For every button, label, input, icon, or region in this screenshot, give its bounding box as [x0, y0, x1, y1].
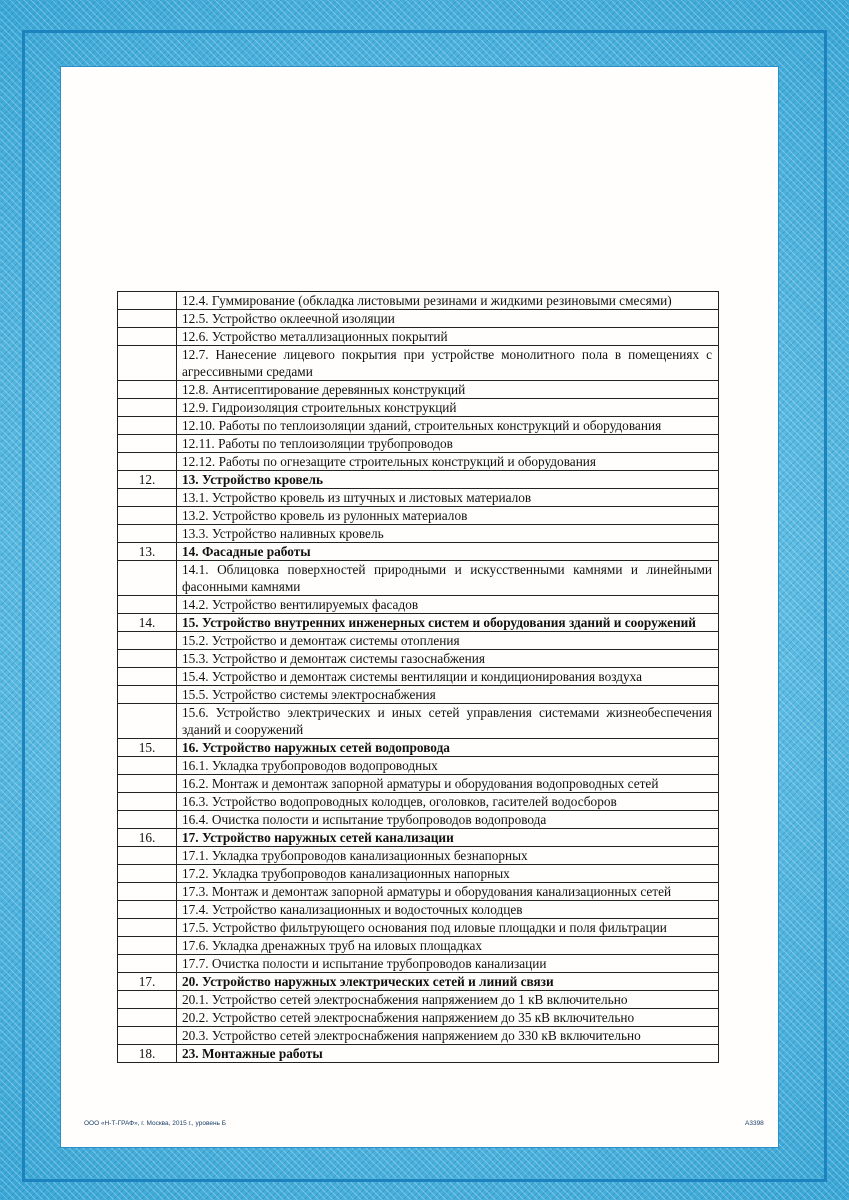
section-header-row — [118, 739, 719, 757]
work-type-cell: 16.1. Укладка трубопроводов водопроводных — [177, 757, 719, 775]
works-list-table — [117, 291, 719, 1063]
row-number-cell — [118, 310, 177, 328]
work-type-cell: 14.1. Облицовка поверхностей природными и искусственными камнями и линейными фасонными камнями — [177, 561, 719, 596]
work-type-cell: 16.4. Очистка полости и испытание трубопроводов водопровода — [177, 811, 719, 829]
work-type-cell: 13.1. Устройство кровель из штучных и листовых материалов — [177, 489, 719, 507]
work-type-cell: 17.1. Укладка трубопроводов канализационных безнапорных — [177, 847, 719, 865]
section-title-cell: 14. Фасадные работы — [177, 543, 719, 561]
row-number-cell — [118, 883, 177, 901]
section-header-row — [118, 471, 719, 489]
table-row — [118, 1009, 719, 1027]
table-row — [118, 668, 719, 686]
table-row — [118, 632, 719, 650]
work-type-cell: 13.2. Устройство кровель из рулонных материалов — [177, 507, 719, 525]
table-row — [118, 955, 719, 973]
table-row — [118, 507, 719, 525]
work-type-cell: 12.6. Устройство металлизационных покрытий — [177, 328, 719, 346]
section-title-cell: 13. Устройство кровель — [177, 471, 719, 489]
row-number-cell: 15. — [118, 739, 177, 757]
table-row — [118, 399, 719, 417]
work-type-cell: 12.8. Антисептирование деревянных конструкций — [177, 381, 719, 399]
works-table-body — [118, 292, 719, 1063]
form-serial-number: А3398 — [745, 1120, 764, 1127]
work-type-cell: 20.1. Устройство сетей электроснабжения напряжением до 1 кВ включительно — [177, 991, 719, 1009]
work-type-cell: 16.3. Устройство водопроводных колодцев, оголовков, гасителей водосборов — [177, 793, 719, 811]
work-type-cell: 17.6. Укладка дренажных труб на иловых площадках — [177, 937, 719, 955]
work-type-cell: 12.12. Работы по огнезащите строительных конструкций и оборудования — [177, 453, 719, 471]
row-number-cell — [118, 1027, 177, 1045]
row-number-cell — [118, 328, 177, 346]
section-header-row — [118, 543, 719, 561]
table-row — [118, 346, 719, 381]
row-number-cell — [118, 435, 177, 453]
row-number-cell — [118, 489, 177, 507]
work-type-cell: 15.2. Устройство и демонтаж системы отопления — [177, 632, 719, 650]
work-type-cell: 17.4. Устройство канализационных и водосточных колодцев — [177, 901, 719, 919]
work-type-cell: 12.11. Работы по теплоизоляции трубопроводов — [177, 435, 719, 453]
section-title-cell: 15. Устройство внутренних инженерных систем и оборудования зданий и сооружений — [177, 614, 719, 632]
table-row — [118, 883, 719, 901]
table-row — [118, 901, 719, 919]
table-row — [118, 865, 719, 883]
table-row — [118, 310, 719, 328]
table-row — [118, 525, 719, 543]
table-row — [118, 793, 719, 811]
row-number-cell — [118, 381, 177, 399]
work-type-cell: 15.5. Устройство системы электроснабжения — [177, 686, 719, 704]
work-type-cell: 20.3. Устройство сетей электроснабжения напряжением до 330 кВ включительно — [177, 1027, 719, 1045]
row-number-cell — [118, 525, 177, 543]
section-header-row — [118, 1045, 719, 1063]
section-header-row — [118, 614, 719, 632]
row-number-cell — [118, 901, 177, 919]
row-number-cell — [118, 865, 177, 883]
row-number-cell — [118, 399, 177, 417]
table-row — [118, 489, 719, 507]
table-row — [118, 453, 719, 471]
row-number-cell — [118, 668, 177, 686]
row-number-cell: 16. — [118, 829, 177, 847]
section-header-row — [118, 973, 719, 991]
table-row — [118, 704, 719, 739]
row-number-cell — [118, 650, 177, 668]
row-number-cell: 12. — [118, 471, 177, 489]
section-title-cell: 17. Устройство наружных сетей канализации — [177, 829, 719, 847]
work-type-cell: 12.7. Нанесение лицевого покрытия при устройстве монолитного пола в помещениях с агрессивными средами — [177, 346, 719, 381]
row-number-cell — [118, 937, 177, 955]
work-type-cell: 12.10. Работы по теплоизоляции зданий, строительных конструкций и оборудования — [177, 417, 719, 435]
work-type-cell: 17.5. Устройство фильтрующего основания под иловые площадки и поля фильтрации — [177, 919, 719, 937]
work-type-cell: 12.4. Гуммирование (обкладка листовыми резинами и жидкими резиновыми смесями) — [177, 292, 719, 310]
table-row — [118, 328, 719, 346]
row-number-cell — [118, 346, 177, 381]
table-row — [118, 292, 719, 310]
work-type-cell: 17.3. Монтаж и демонтаж запорной арматуры и оборудования канализационных сетей — [177, 883, 719, 901]
row-number-cell — [118, 507, 177, 525]
table-row — [118, 596, 719, 614]
table-row — [118, 435, 719, 453]
work-type-cell: 17.7. Очистка полости и испытание трубопроводов канализации — [177, 955, 719, 973]
table-row — [118, 757, 719, 775]
row-number-cell — [118, 955, 177, 973]
row-number-cell — [118, 793, 177, 811]
row-number-cell — [118, 847, 177, 865]
table-row — [118, 381, 719, 399]
table-row — [118, 650, 719, 668]
row-number-cell — [118, 292, 177, 310]
row-number-cell — [118, 919, 177, 937]
work-type-cell: 12.5. Устройство оклеечной изоляции — [177, 310, 719, 328]
table-row — [118, 1027, 719, 1045]
section-title-cell: 16. Устройство наружных сетей водопровода — [177, 739, 719, 757]
work-type-cell: 12.9. Гидроизоляция строительных конструкций — [177, 399, 719, 417]
table-row — [118, 811, 719, 829]
work-type-cell: 16.2. Монтаж и демонтаж запорной арматуры и оборудования водопроводных сетей — [177, 775, 719, 793]
table-row — [118, 919, 719, 937]
row-number-cell — [118, 632, 177, 650]
row-number-cell — [118, 704, 177, 739]
table-row — [118, 775, 719, 793]
row-number-cell — [118, 757, 177, 775]
table-row — [118, 561, 719, 596]
row-number-cell — [118, 991, 177, 1009]
row-number-cell — [118, 417, 177, 435]
work-type-cell: 13.3. Устройство наливных кровель — [177, 525, 719, 543]
row-number-cell — [118, 1009, 177, 1027]
row-number-cell — [118, 453, 177, 471]
section-title-cell: 23. Монтажные работы — [177, 1045, 719, 1063]
section-title-cell: 20. Устройство наружных электрических сетей и линий связи — [177, 973, 719, 991]
printer-imprint: ООО «Н-Т-ГРАФ», г. Москва, 2015 г., уровень Б — [84, 1120, 226, 1127]
work-type-cell: 15.3. Устройство и демонтаж системы газоснабжения — [177, 650, 719, 668]
work-type-cell: 17.2. Укладка трубопроводов канализационных напорных — [177, 865, 719, 883]
work-type-cell: 15.4. Устройство и демонтаж системы вентиляции и кондиционирования воздуха — [177, 668, 719, 686]
row-number-cell: 14. — [118, 614, 177, 632]
row-number-cell — [118, 775, 177, 793]
table-row — [118, 937, 719, 955]
table-row — [118, 991, 719, 1009]
table-row — [118, 686, 719, 704]
work-type-cell: 20.2. Устройство сетей электроснабжения напряжением до 35 кВ включительно — [177, 1009, 719, 1027]
row-number-cell — [118, 596, 177, 614]
row-number-cell: 13. — [118, 543, 177, 561]
row-number-cell — [118, 811, 177, 829]
row-number-cell: 17. — [118, 973, 177, 991]
row-number-cell — [118, 686, 177, 704]
work-type-cell: 14.2. Устройство вентилируемых фасадов — [177, 596, 719, 614]
work-type-cell: 15.6. Устройство электрических и иных сетей управления системами жизнеобеспечения зданий и сооружений — [177, 704, 719, 739]
section-header-row — [118, 829, 719, 847]
row-number-cell: 18. — [118, 1045, 177, 1063]
row-number-cell — [118, 561, 177, 596]
table-row — [118, 417, 719, 435]
table-row — [118, 847, 719, 865]
